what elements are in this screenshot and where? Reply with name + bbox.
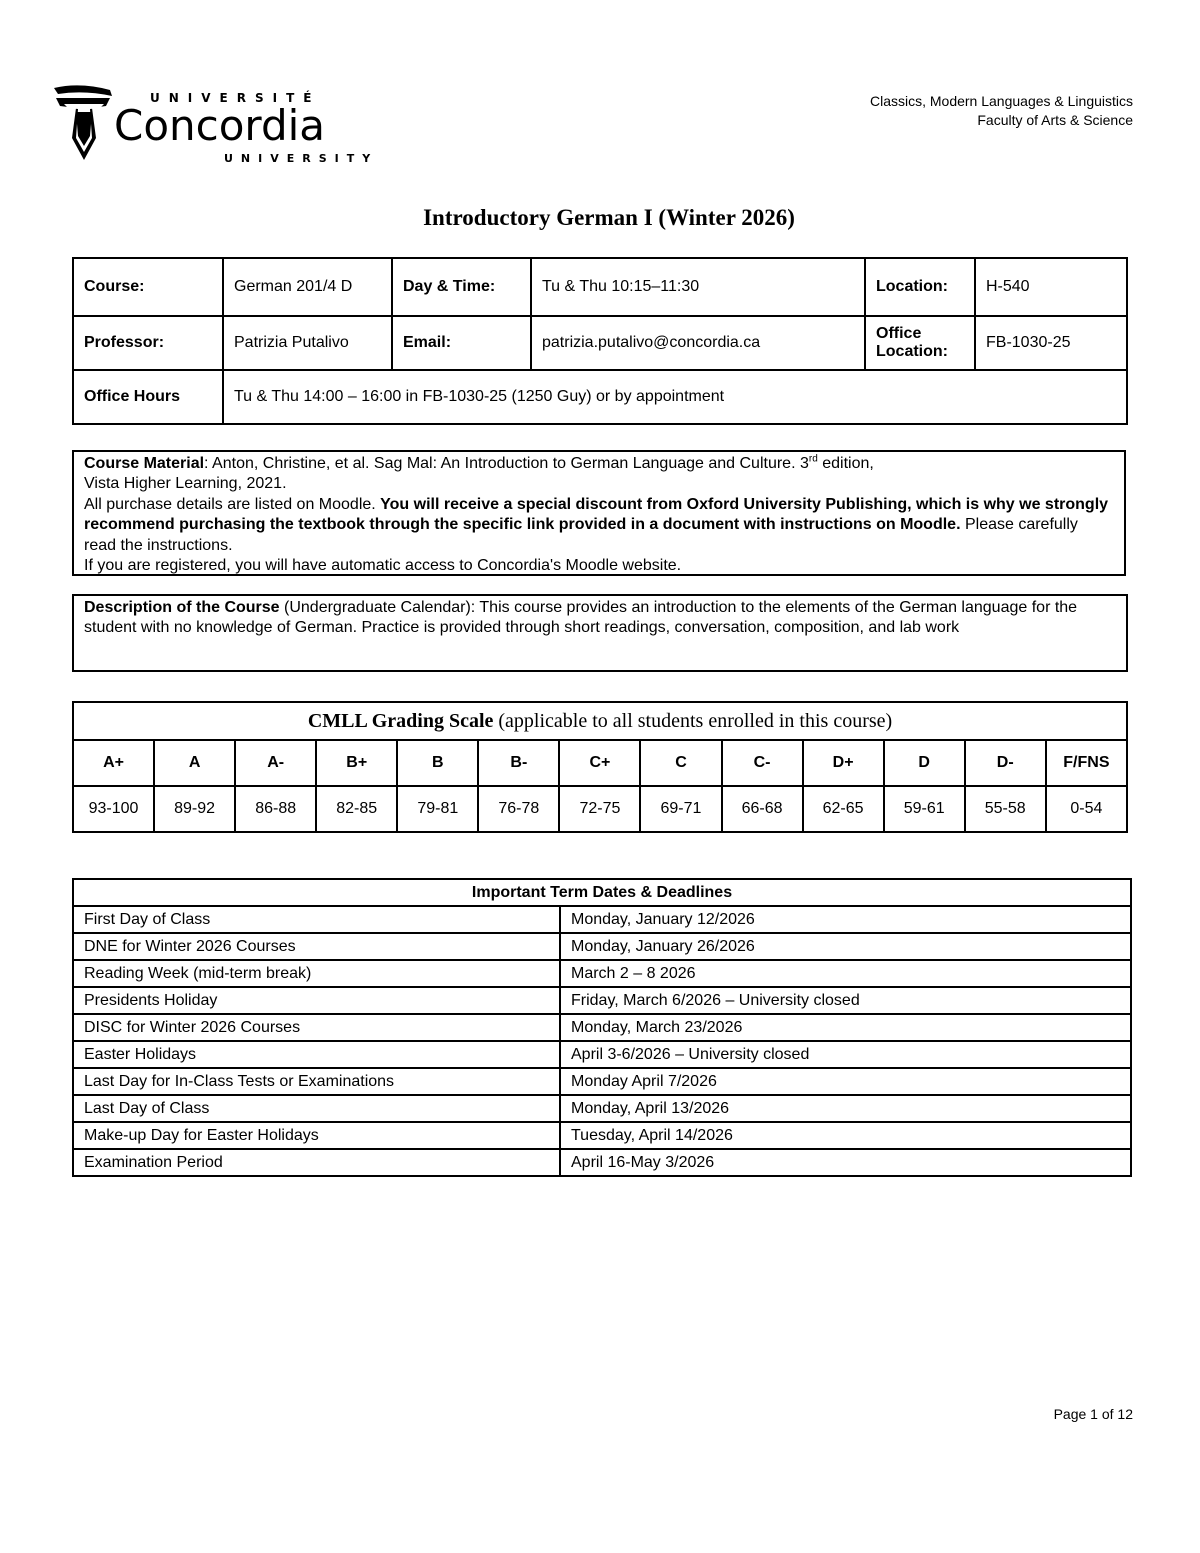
email-value[interactable]: patrizia.putalivo@concordia.ca [531, 316, 865, 370]
date-value: March 2 – 8 2026 [560, 960, 1131, 987]
date-event: Reading Week (mid-term break) [73, 960, 560, 987]
course-material-box [72, 450, 1126, 576]
grade-range: 55-58 [965, 786, 1046, 832]
description-label: Description of the Course [84, 599, 280, 616]
grade-letter: D [884, 740, 965, 786]
grade-range: 66-68 [722, 786, 803, 832]
page-title: Introductory German I (Winter 2026) [423, 205, 795, 230]
grade-letter: A- [235, 740, 316, 786]
date-event: DISC for Winter 2026 Courses [73, 1014, 560, 1041]
grade-letter: C+ [559, 740, 640, 786]
grade-range: 93-100 [73, 786, 154, 832]
grade-letter: B+ [316, 740, 397, 786]
shield-logo-icon [50, 82, 380, 166]
date-value: April 16-May 3/2026 [560, 1149, 1131, 1176]
material-line-2: Vista Higher Learning, 2021. [84, 475, 287, 493]
daytime-label: Day & Time: [392, 258, 531, 316]
table-row [73, 740, 1127, 786]
grade-letter: B- [478, 740, 559, 786]
grade-range: 72-75 [559, 786, 640, 832]
grade-range: 62-65 [803, 786, 884, 832]
table-row [73, 1068, 1131, 1095]
date-value: Monday April 7/2026 [560, 1068, 1131, 1095]
table-row [73, 960, 1131, 987]
table-row [73, 933, 1131, 960]
logo-bottom-text: UNIVERSITY [224, 152, 379, 165]
professor-value: Patrizia Putalivo [223, 316, 392, 370]
date-value: Friday, March 6/2026 – University closed [560, 987, 1131, 1014]
grading-title [73, 702, 1127, 740]
date-value: Monday, April 13/2026 [560, 1095, 1131, 1122]
table-row [73, 786, 1127, 832]
logo-name-text: Concordia [114, 101, 326, 150]
table-row [73, 1041, 1131, 1068]
course-info-table [72, 257, 1128, 425]
material-line-1 [84, 454, 1114, 474]
term-dates-table [72, 878, 1132, 1177]
material-label: Course Material [84, 455, 205, 472]
table-row [73, 1095, 1131, 1122]
professor-label: Professor: [73, 316, 223, 370]
grade-range: 59-61 [884, 786, 965, 832]
table-row [73, 906, 1131, 933]
material-superscript: rd [808, 453, 818, 465]
location-value: H-540 [975, 258, 1127, 316]
date-event: Last Day of Class [73, 1095, 560, 1122]
date-value: April 3-6/2026 – University closed [560, 1041, 1131, 1068]
date-value: Monday, January 12/2026 [560, 906, 1131, 933]
grade-range: 82-85 [316, 786, 397, 832]
date-event: Last Day for In-Class Tests or Examinations [73, 1068, 560, 1095]
date-event: First Day of Class [73, 906, 560, 933]
table-row [73, 258, 1127, 316]
material-purchase-text: All purchase details are listed on Moodle. [84, 495, 381, 513]
table-row [73, 316, 1127, 370]
grade-range: 76-78 [478, 786, 559, 832]
material-text: : Anton, Christine, et al. Sag Mal: An Introduction to German Language and Culture. 3 [204, 455, 809, 472]
grade-letter: D+ [803, 740, 884, 786]
table-row [73, 987, 1131, 1014]
date-event: Examination Period [73, 1149, 560, 1176]
course-value: German 201/4 D [223, 258, 392, 316]
material-text-end: edition, [817, 455, 874, 472]
department-block [870, 92, 1133, 130]
material-discount-text: You will receive a special discount from Oxford University Publishing, which is why we strongly recommend purchasing the textbook through the specific link provided in a document with instructions on Moodle. [84, 495, 1109, 534]
date-event: Presidents Holiday [73, 987, 560, 1014]
office-hours-value: Tu & Thu 14:00 – 16:00 in FB-1030-25 (1250 Guy) or by appointment [223, 370, 1127, 424]
office-hours-label: Office Hours [73, 370, 223, 424]
grade-letter: B [397, 740, 478, 786]
material-instructions-text: Please carefully read the instructions. [84, 516, 1078, 554]
dates-title: Important Term Dates & Deadlines [73, 879, 1131, 906]
grade-range: 69-71 [640, 786, 721, 832]
grading-title-bold: CMLL Grading Scale [307, 709, 494, 732]
material-line-4: If you are registered, you will have automatic access to Concordia's Moodle website. [84, 557, 682, 575]
page-number: Page 1 of 12 [1053, 1406, 1133, 1422]
grade-range: 86-88 [235, 786, 316, 832]
grade-range: 0-54 [1046, 786, 1127, 832]
grade-range: 89-92 [154, 786, 235, 832]
grade-letter: C- [722, 740, 803, 786]
daytime-value: Tu & Thu 10:15–11:30 [531, 258, 865, 316]
table-row [73, 1014, 1131, 1041]
date-value: Monday, March 23/2026 [560, 1014, 1131, 1041]
date-value: Tuesday, April 14/2026 [560, 1122, 1131, 1149]
table-row [73, 702, 1127, 740]
table-row [73, 1149, 1131, 1176]
date-event: Easter Holidays [73, 1041, 560, 1068]
office-location-value: FB-1030-25 [975, 316, 1127, 370]
logo-top-text: UNIVERSITÉ [150, 91, 321, 105]
material-line-3 [84, 495, 1114, 556]
grade-letter: C [640, 740, 721, 786]
concordia-logo [50, 82, 380, 166]
grading-scale-table [72, 701, 1128, 833]
grade-letter: F/FNS [1046, 740, 1127, 786]
course-label: Course: [73, 258, 223, 316]
table-row [73, 370, 1127, 424]
date-event: DNE for Winter 2026 Courses [73, 933, 560, 960]
faculty-name: Faculty of Arts & Science [977, 112, 1133, 128]
office-location-label: Office Location: [865, 316, 975, 370]
grade-letter: A+ [73, 740, 154, 786]
date-value: Monday, January 26/2026 [560, 933, 1131, 960]
date-event: Make-up Day for Easter Holidays [73, 1122, 560, 1149]
grade-range: 79-81 [397, 786, 478, 832]
description-text: (Undergraduate Calendar): This course provides an introduction to the elements of the German language for the student with no knowledge of German. Practice is provided through short readings, conversation, composition, and lab work [84, 599, 1078, 637]
grade-letter: A [154, 740, 235, 786]
table-row [73, 1122, 1131, 1149]
course-description-box [72, 594, 1128, 672]
department-name: Classics, Modern Languages & Linguistics [869, 93, 1133, 109]
location-label: Location: [865, 258, 975, 316]
email-label: Email: [392, 316, 531, 370]
table-row [73, 879, 1131, 906]
grading-title-rest: (applicable to all students enrolled in this course) [493, 709, 893, 732]
grade-letter: D- [965, 740, 1046, 786]
